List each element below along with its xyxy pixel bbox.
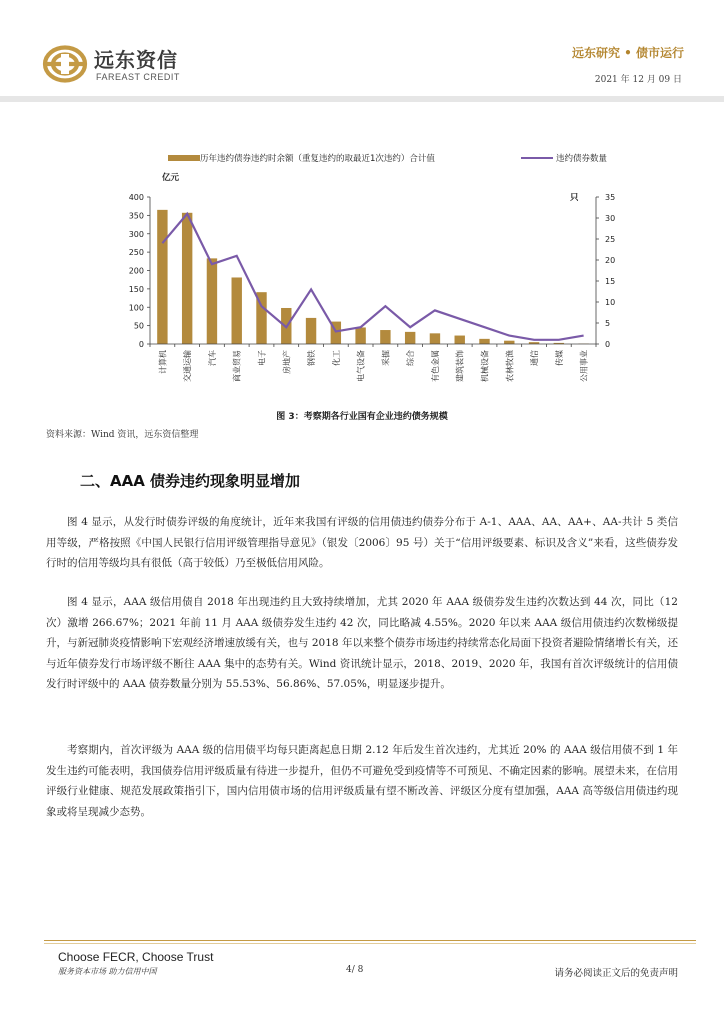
category-label: 建筑装饰	[455, 350, 465, 382]
logo-name-cn: 远东资信	[94, 48, 178, 72]
legend-line-label: 违约债券数量	[556, 154, 608, 164]
bar-机械设备	[479, 339, 489, 344]
left-tick-label: 200	[128, 266, 144, 276]
bar-商业贸易	[232, 277, 242, 344]
footer-disclaimer: 请务必阅读正文后的免责声明	[554, 968, 678, 979]
category-label: 钢铁	[307, 350, 317, 366]
left-tick-label: 350	[128, 211, 144, 221]
industry-default-chart	[100, 170, 620, 410]
bar-农林牧渔	[504, 341, 514, 344]
right-tick-label: 30	[605, 214, 616, 223]
category-label: 通信	[530, 350, 540, 366]
legend-bar-swatch	[168, 155, 200, 161]
header	[0, 0, 724, 104]
category-label: 房地产	[282, 350, 292, 374]
left-tick-label: 100	[128, 303, 144, 313]
figure-source: 资料来源：Wind 资讯，远东资信整理	[46, 430, 199, 440]
right-tick-label: 15	[605, 277, 616, 286]
category-label: 化工	[331, 350, 341, 366]
footer-slogan-en: Choose FECR, Choose Trust	[58, 950, 214, 964]
figure-caption: 图 3：考察期各行业国有企业违约债务规模	[276, 412, 448, 422]
left-tick-label: 300	[128, 229, 144, 239]
logo-name-en: FAREAST CREDIT	[96, 72, 180, 82]
category-label: 传媒	[554, 350, 564, 366]
category-label: 农林牧渔	[505, 350, 515, 382]
category-label: 综合	[406, 350, 416, 366]
page-number: 4/ 8	[346, 965, 364, 975]
bar-电气设备	[355, 327, 365, 344]
fareast-logo-icon	[42, 44, 88, 84]
legend-bar-label: 历年违约债券违约时余额（重复违约的取最近1次违约）合计值	[200, 154, 435, 164]
bar-采掘	[380, 330, 390, 344]
right-tick-label: 20	[605, 256, 616, 265]
category-label: 有色金属	[430, 350, 440, 382]
bar-汽车	[207, 258, 217, 344]
left-tick-label: 50	[133, 321, 144, 331]
category-label: 电气设备	[356, 350, 366, 382]
footer-rule-top2	[44, 943, 696, 944]
category-label: 电子	[257, 350, 267, 366]
footer-slogan-cn: 服务资本市场 助力信用中国	[58, 967, 157, 976]
paragraph-3: 考察期内，首次评级为 AAA 级的信用债平均每只距离起息日期 2.12 年后发生首次违约，尤其近 20% 的 AAA 级信用债不到 1 年发生违约可能表明，我国债券信用评级质量有待进一步提升，但仍不可避免受到疫情等不可预见、不确定因素的影响。展望未来，在信用评级行业健康、规范发展政策指引下，国内信用债市场的信用评级质量有望不断改善、评级区分度有望加强，AAA 高等级信用债违约现象或将呈现减少态势。	[46, 744, 678, 818]
report-series: 远东研究 • 债市运行	[571, 46, 684, 60]
bar-计算机	[157, 210, 167, 344]
category-label: 公用事业	[579, 349, 589, 382]
section-title: 二、AAA 债券违约现象明显增加	[80, 472, 301, 490]
left-axis-unit: 亿元	[162, 173, 180, 183]
right-tick-label: 25	[605, 235, 616, 244]
category-label: 采掘	[381, 350, 391, 366]
category-label: 商业贸易	[232, 350, 242, 382]
category-label: 交通运输	[183, 350, 193, 382]
left-tick-label: 0	[138, 340, 144, 349]
bar-综合	[405, 332, 415, 344]
chart-legend	[168, 152, 628, 166]
right-tick-label: 5	[605, 319, 611, 328]
default-count-line	[162, 214, 583, 340]
footer-rule-top	[44, 940, 696, 941]
bar-建筑装饰	[455, 336, 465, 344]
right-tick-label: 10	[605, 298, 616, 307]
category-label: 计算机	[158, 350, 168, 374]
left-tick-label: 250	[128, 248, 144, 258]
right-axis-unit: 只	[570, 193, 579, 203]
bar-有色金属	[430, 333, 440, 344]
category-label: 汽车	[207, 350, 217, 366]
report-date: 2021 年 12 月 09 日	[594, 75, 682, 85]
footer	[0, 936, 724, 996]
category-label: 机械设备	[480, 350, 490, 382]
left-tick-label: 150	[128, 284, 144, 294]
paragraph-2: 图 4 显示，AAA 级信用债自 2018 年出现违约且大致持续增加，尤其 2020 年 AAA 级债券发生违约次数达到 44 次，同比（12 次）激增 266.67%；2021 年前 11 月 AAA 级债券发生违约 42 次，同比略减 4.55%。2020 年以来 AAA 级信用债违约次数梯级提升，与新冠肺炎疫情影响下宏观经济增速放缓有关，也与 2018 年以来整个债券市场违约持续常态化局面下投资者避险情绪增长有关，还与近年债券发行市场评级不断往 AAA 集中的态势有关。Wind 资讯统计显示，2018、2019、2020 年，我国有首次评级统计的信用债发行时评级中的 AAA 债券数量分别为 55.53%、56.86%、57.05%，明显逐步提升。	[46, 596, 678, 690]
right-tick-label: 35	[605, 193, 616, 202]
legend-line-swatch	[521, 157, 553, 159]
right-tick-label: 0	[605, 340, 611, 349]
bar-钢铁	[306, 318, 316, 344]
header-divider	[0, 96, 724, 102]
bar-交通运输	[182, 213, 192, 344]
paragraph-1: 图 4 显示，从发行时债券评级的角度统计，近年来我国有评级的信用债违约债券分布于 A-1、AAA、AA、AA+、AA-共计 5 类信用等级，严格按照《中国人民银行信用评级管理指导意见》（银发〔2006〕95 号）关于“信用评级要素、标识及含义”来看，这些债券发行时的信用等级均具有很低（高于较低）乃至极低信用风险。	[46, 516, 678, 569]
left-tick-label: 400	[128, 193, 144, 202]
